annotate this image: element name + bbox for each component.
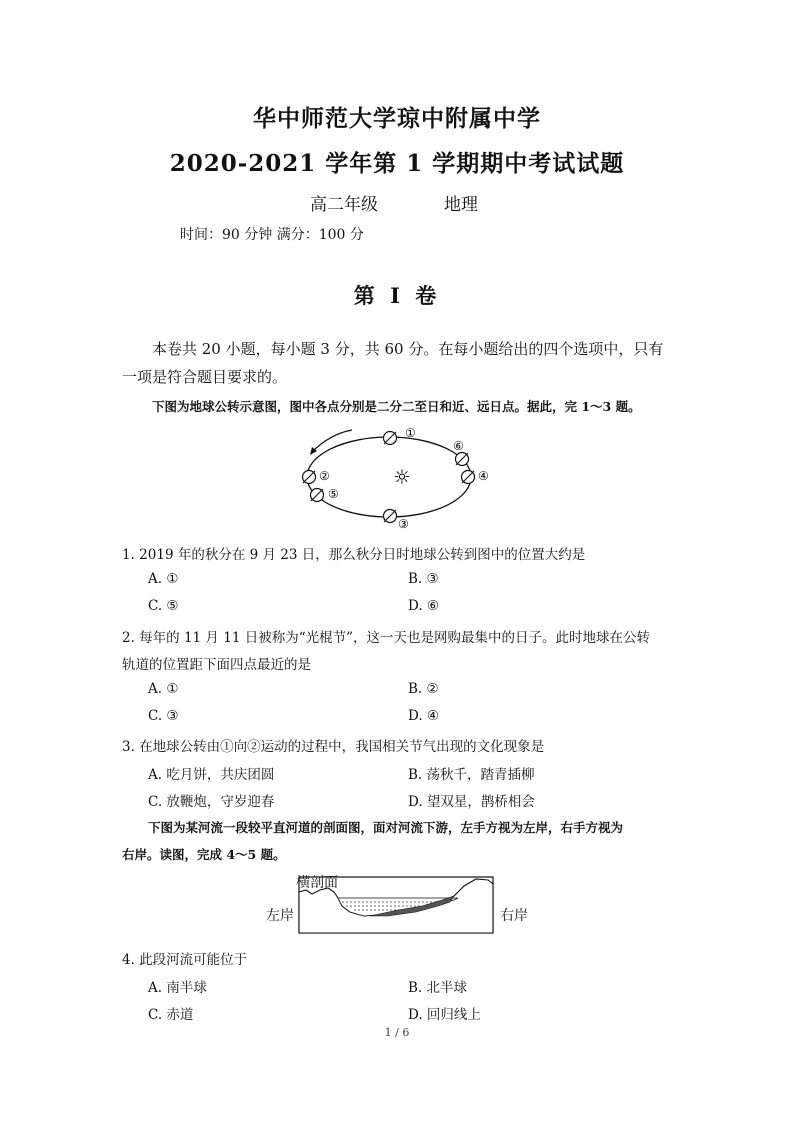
question-3: 3. 在地球公转由①向②运动的过程中，我国相关节气出现的文化现象是: [122, 739, 545, 755]
orbit-diagram: [290, 420, 500, 530]
q2-option-d: D. ④: [408, 708, 440, 724]
intro-line-1: 本卷共 20 小题，每小题 3 分，共 60 分。在每小题给出的四个选项中，只有: [152, 340, 664, 358]
label-3: ③: [398, 517, 409, 530]
label-2: ②: [319, 469, 330, 483]
section-title: 第 I 卷: [353, 283, 441, 308]
earth-2-icon: [303, 471, 316, 484]
sun-icon: ☼: [393, 465, 411, 489]
q2-option-b: B. ②: [408, 681, 439, 697]
question-2-line-2: 轨道的位置距下面四点最近的是: [122, 657, 311, 673]
group2-stem-line-2: 右岸。读图，完成 4～5 题。: [122, 847, 286, 862]
q2-option-c: C. ③: [148, 708, 179, 724]
q2-option-a: A. ①: [148, 681, 179, 697]
q1-option-d: D. ⑥: [408, 598, 440, 614]
question-1: 1. 2019 年的秋分在 9 月 23 日，那么秋分日时地球公转到图中的位置大约是: [122, 547, 586, 563]
group2-stem-line-1: 下图为某河流一段较平直河道的剖面图，面对河流下游，左手方视为左岸，右手方视为: [148, 820, 624, 835]
earth-6-icon: [456, 453, 469, 466]
river-cross-section: [298, 876, 494, 934]
earth-1-icon: [384, 432, 397, 445]
q1-option-b: B. ③: [408, 571, 439, 587]
earth-3-icon: [384, 510, 397, 523]
subject-label: 地理: [444, 195, 478, 215]
question-2: 2. 每年的 11 月 11 日被称为“光棍节”，这一天也是网购最集中的日子。此时地球在公转: [122, 630, 650, 646]
label-5: ⑤: [328, 487, 339, 501]
orbit-ellipse: [307, 437, 471, 517]
figure-title: 横剖面: [296, 875, 338, 891]
earth-5-icon: [311, 489, 324, 502]
page-number: 1 / 6: [384, 1026, 410, 1039]
q3-option-d: D. 望双星，鹊桥相会: [408, 794, 535, 810]
left-bank-label: 左岸: [266, 908, 294, 924]
q4-option-d: D. 回归线上: [408, 1007, 481, 1023]
q3-option-b: B. 荡秋千，踏青插柳: [408, 767, 535, 783]
q3-option-a: A. 吃月饼，共庆团圆: [148, 767, 275, 783]
exam-title: 2020-2021 学年第 1 学期期中考试试题: [169, 150, 625, 177]
q4-option-b: B. 北半球: [408, 980, 468, 996]
right-bank-label: 右岸: [500, 908, 528, 924]
label-4: ④: [478, 469, 489, 483]
intro-line-2: 一项是符合题目要求的。: [122, 368, 288, 386]
group1-stem: 下图为地球公转示意图，图中各点分别是二分二至日和近、远日点。据此，完 1～3 题。: [152, 399, 641, 414]
earth-4-icon: [462, 471, 475, 484]
q4-option-a: A. 南半球: [148, 980, 207, 996]
q1-option-a: A. ①: [148, 571, 179, 587]
label-1: ①: [405, 426, 416, 440]
label-6: ⑥: [453, 439, 464, 453]
time-info: 时间：90 分钟 满分：100 分: [180, 227, 364, 243]
grade-label: 高二年级: [310, 195, 378, 215]
school-title: 华中师范大学琼中附属中学: [253, 105, 541, 132]
q4-option-c: C. 赤道: [148, 1007, 194, 1023]
q3-option-c: C. 放鞭炮，守岁迎春: [148, 794, 275, 810]
q1-option-c: C. ⑤: [148, 598, 179, 614]
question-4: 4. 此段河流可能位于: [122, 952, 248, 968]
